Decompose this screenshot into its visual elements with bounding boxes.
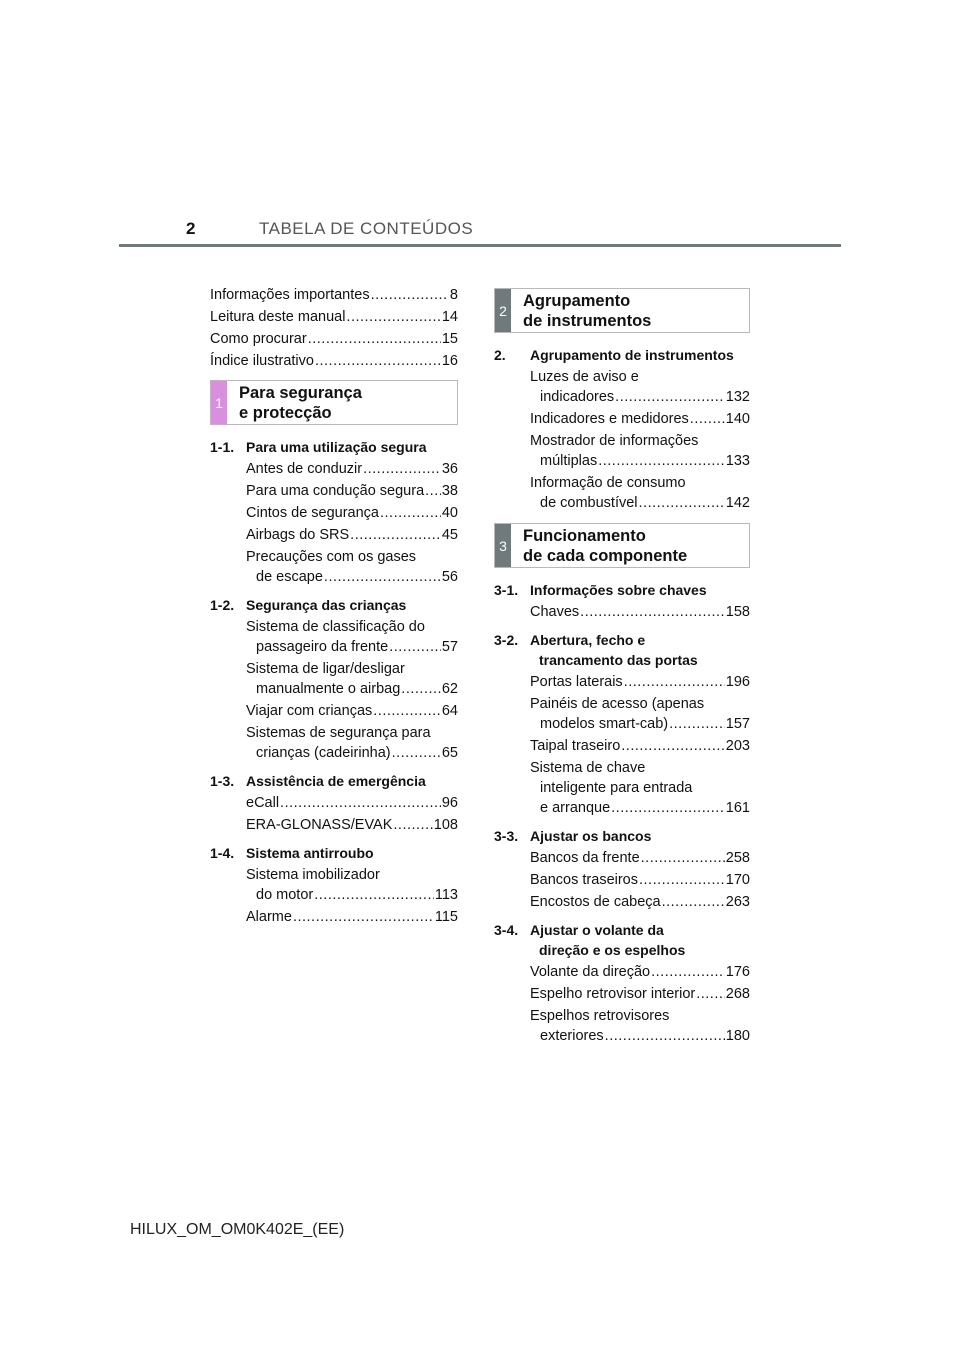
entry-title: múltiplas bbox=[540, 453, 598, 469]
chapter-3 bbox=[494, 523, 750, 1046]
section-title bbox=[530, 345, 750, 365]
intro-list bbox=[210, 285, 458, 371]
toc-item[interactable] bbox=[530, 672, 750, 692]
section-heading[interactable] bbox=[210, 843, 458, 863]
toc-entry[interactable] bbox=[530, 451, 750, 471]
entry-title: Encostos de cabeça bbox=[530, 894, 661, 910]
toc-item[interactable] bbox=[246, 701, 458, 721]
toc-entry[interactable] bbox=[530, 672, 750, 692]
section-items bbox=[494, 848, 750, 912]
dot-leader bbox=[651, 962, 725, 982]
toc-item[interactable] bbox=[530, 694, 750, 734]
dot-leader bbox=[401, 679, 441, 699]
section-number: 3-2. bbox=[494, 632, 519, 648]
entry-title: Índice ilustrativo bbox=[210, 353, 314, 369]
entry-page: 15 bbox=[441, 331, 458, 347]
section-title bbox=[530, 580, 750, 600]
section-items bbox=[210, 793, 458, 835]
section-title-line: Segurança das crianças bbox=[246, 597, 407, 613]
section-title-line: Sistema antirroubo bbox=[246, 845, 374, 861]
toc-item[interactable] bbox=[246, 907, 458, 927]
toc-item[interactable] bbox=[530, 602, 750, 622]
toc-entry[interactable] bbox=[246, 907, 458, 927]
toc-entry[interactable] bbox=[246, 679, 458, 699]
toc-entry[interactable] bbox=[246, 637, 458, 657]
entry-title: Leitura deste manual bbox=[210, 309, 346, 325]
toc-item[interactable] bbox=[246, 525, 458, 545]
chapter-tab[interactable] bbox=[494, 288, 750, 333]
toc-item[interactable] bbox=[530, 736, 750, 756]
entry-title: Taipal traseiro bbox=[530, 738, 621, 754]
entry-title-line: Informação de consumo bbox=[530, 475, 686, 491]
entry-title: Portas laterais bbox=[530, 674, 623, 690]
toc-item[interactable] bbox=[246, 865, 458, 905]
section-title bbox=[246, 843, 458, 863]
toc-item[interactable] bbox=[530, 848, 750, 868]
entry-page: 113 bbox=[434, 887, 458, 903]
entry-title-line: Espelhos retrovisores bbox=[530, 1008, 670, 1024]
toc-entry[interactable] bbox=[210, 285, 458, 305]
entry-title: passageiro da frente bbox=[256, 639, 389, 655]
entry-title: indicadores bbox=[540, 389, 615, 405]
section-heading[interactable] bbox=[210, 437, 458, 457]
section-items bbox=[494, 672, 750, 818]
document-code: HILUX_OM_OM0K402E_(EE) bbox=[130, 1221, 345, 1238]
toc-entry[interactable] bbox=[530, 493, 750, 513]
entry-page: 40 bbox=[441, 505, 458, 521]
entry-page: 62 bbox=[441, 681, 458, 697]
entry-title: Antes de conduzir bbox=[246, 461, 363, 477]
chapter-number: 2 bbox=[495, 289, 511, 332]
entry-title: Airbags do SRS bbox=[246, 527, 350, 543]
entry-title: Como procurar bbox=[210, 331, 307, 347]
toc-item[interactable] bbox=[246, 793, 458, 813]
section-number: 1-2. bbox=[210, 597, 235, 613]
entry-page: 16 bbox=[441, 353, 458, 369]
toc-entry[interactable] bbox=[530, 984, 750, 1004]
entry-title: do motor bbox=[256, 887, 314, 903]
dot-leader bbox=[350, 525, 441, 545]
dot-leader bbox=[611, 798, 725, 818]
section-number: 1-4. bbox=[210, 845, 235, 861]
chapter-title-line: de cada componente bbox=[523, 547, 688, 565]
toc-entry[interactable] bbox=[530, 870, 750, 890]
entry-title-line: Precauções com os gases bbox=[246, 549, 417, 565]
dot-leader bbox=[598, 451, 725, 471]
dot-leader bbox=[373, 701, 441, 721]
entry-title-line: Sistema de ligar/desligar bbox=[246, 661, 405, 677]
entry-page: 176 bbox=[725, 964, 750, 980]
toc-entry[interactable] bbox=[530, 714, 750, 734]
section-title-line: Para uma utilização segura bbox=[246, 439, 427, 455]
entry-title-line: Sistema imobilizador bbox=[246, 867, 380, 883]
section-title-line: Assistência de emergência bbox=[246, 773, 426, 789]
entry-page: 57 bbox=[441, 639, 458, 655]
toc-entry[interactable] bbox=[530, 798, 750, 818]
dot-leader bbox=[314, 885, 434, 905]
dot-leader bbox=[363, 459, 441, 479]
chapter-sections bbox=[494, 345, 750, 513]
chapter-2 bbox=[494, 288, 750, 513]
entry-title: Bancos traseiros bbox=[530, 872, 638, 888]
section-title bbox=[530, 630, 750, 670]
toc-item[interactable] bbox=[246, 481, 458, 501]
toc-item[interactable] bbox=[246, 459, 458, 479]
toc-entry[interactable] bbox=[246, 481, 458, 501]
toc-item[interactable] bbox=[530, 984, 750, 1004]
dot-leader bbox=[615, 387, 725, 407]
entry-page: 36 bbox=[441, 461, 458, 477]
toc-entry[interactable] bbox=[246, 567, 458, 587]
toc-entry[interactable] bbox=[530, 387, 750, 407]
dot-leader bbox=[662, 892, 725, 912]
toc-entry[interactable] bbox=[246, 701, 458, 721]
toc-entry[interactable] bbox=[246, 525, 458, 545]
entry-title: Alarme bbox=[246, 909, 292, 925]
entry-title: e arranque bbox=[540, 800, 611, 816]
section-items bbox=[494, 962, 750, 1046]
chapter-title bbox=[227, 381, 362, 424]
entry-title: Bancos da frente bbox=[530, 850, 640, 866]
dot-leader bbox=[639, 870, 725, 890]
toc-item[interactable] bbox=[246, 723, 458, 763]
section-items bbox=[494, 367, 750, 513]
section-number: 3-4. bbox=[494, 922, 519, 938]
dot-leader bbox=[580, 602, 725, 622]
chapter-title-line: Agrupamento bbox=[523, 292, 631, 310]
toc-entry[interactable] bbox=[530, 1026, 750, 1046]
toc-entry[interactable] bbox=[210, 351, 458, 371]
dot-leader bbox=[380, 503, 441, 523]
section-title bbox=[246, 595, 458, 615]
toc-entry[interactable] bbox=[530, 736, 750, 756]
section-title-line: Abertura, fecho e bbox=[530, 632, 646, 648]
dot-leader bbox=[392, 743, 441, 763]
toc-entry[interactable] bbox=[246, 793, 458, 813]
entry-page: 196 bbox=[725, 674, 750, 690]
toc-entry[interactable] bbox=[210, 307, 458, 327]
dot-leader bbox=[605, 1026, 725, 1046]
entry-page: 108 bbox=[433, 817, 458, 833]
entry-page: 161 bbox=[725, 800, 750, 816]
dot-leader bbox=[669, 714, 725, 734]
toc-item[interactable] bbox=[530, 870, 750, 890]
toc-item[interactable] bbox=[530, 409, 750, 429]
chapter-sections bbox=[494, 580, 750, 1046]
section-title bbox=[530, 920, 750, 960]
entry-page: 170 bbox=[725, 872, 750, 888]
section-title-line: direção e os espelhos bbox=[539, 942, 686, 958]
section-number: 1-1. bbox=[210, 439, 235, 455]
dot-leader bbox=[389, 637, 441, 657]
chapter-1 bbox=[210, 380, 458, 927]
entry-page: 96 bbox=[441, 795, 458, 811]
entry-title-line: Mostrador de informações bbox=[530, 433, 699, 449]
section-items bbox=[210, 459, 458, 587]
entry-page: 133 bbox=[725, 453, 750, 469]
entry-title-line: Luzes de aviso e bbox=[530, 369, 639, 385]
section-number: 2. bbox=[494, 347, 506, 363]
section-number: 3-1. bbox=[494, 582, 519, 598]
section-heading[interactable] bbox=[494, 580, 750, 600]
entry-page: 158 bbox=[725, 604, 750, 620]
toc-item[interactable] bbox=[246, 547, 458, 587]
toc-entry[interactable] bbox=[246, 503, 458, 523]
section-title-line: Agrupamento de instrumentos bbox=[530, 347, 734, 363]
chapter-number: 1 bbox=[211, 381, 227, 424]
dot-leader bbox=[315, 351, 441, 371]
entry-page: 38 bbox=[441, 483, 458, 499]
chapter-sections bbox=[210, 437, 458, 927]
dot-leader bbox=[425, 481, 441, 501]
section-heading[interactable] bbox=[210, 771, 458, 791]
section-items bbox=[210, 865, 458, 927]
entry-title: crianças (cadeirinha) bbox=[256, 745, 391, 761]
section-heading[interactable] bbox=[494, 630, 750, 670]
section-items bbox=[210, 617, 458, 763]
dot-leader bbox=[393, 815, 432, 835]
entry-title: exteriores bbox=[540, 1028, 604, 1044]
entry-title: de combustível bbox=[540, 495, 638, 511]
dot-leader bbox=[639, 493, 725, 513]
toc-entry[interactable] bbox=[530, 892, 750, 912]
entry-title: Volante da direção bbox=[530, 964, 651, 980]
entry-title-line: Sistema de chave bbox=[530, 760, 646, 776]
section-heading[interactable] bbox=[210, 595, 458, 615]
entry-page: 263 bbox=[725, 894, 750, 910]
entry-page: 180 bbox=[725, 1028, 750, 1044]
entry-page: 45 bbox=[441, 527, 458, 543]
toc-item[interactable] bbox=[530, 367, 750, 407]
dot-leader bbox=[696, 984, 725, 1004]
toc-entry[interactable] bbox=[210, 329, 458, 349]
chapter-title-line: Para segurança bbox=[239, 384, 362, 402]
chapter-number: 3 bbox=[495, 524, 511, 567]
toc-entry[interactable] bbox=[530, 962, 750, 982]
toc-entry[interactable] bbox=[530, 848, 750, 868]
toc-item[interactable] bbox=[246, 503, 458, 523]
section-items bbox=[494, 602, 750, 622]
section-heading[interactable] bbox=[494, 826, 750, 846]
chapter-title bbox=[511, 289, 651, 332]
entry-page: 203 bbox=[725, 738, 750, 754]
entry-title: Para uma condução segura bbox=[246, 483, 425, 499]
entry-page: 132 bbox=[725, 389, 750, 405]
dot-leader bbox=[293, 907, 434, 927]
entry-page: 56 bbox=[441, 569, 458, 585]
toc-item[interactable] bbox=[246, 659, 458, 699]
entry-title: Chaves bbox=[530, 604, 580, 620]
section-title-line: Ajustar o volante da bbox=[530, 922, 664, 938]
section-title-line: Ajustar os bancos bbox=[530, 828, 652, 844]
dot-leader bbox=[371, 285, 449, 305]
toc-right-column bbox=[494, 288, 750, 1048]
section-title bbox=[246, 771, 458, 791]
entry-page: 8 bbox=[449, 287, 458, 303]
entry-title: manualmente o airbag bbox=[256, 681, 401, 697]
entry-title-line: Sistemas de segurança para bbox=[246, 725, 431, 741]
toc-item[interactable] bbox=[530, 431, 750, 471]
entry-title: Viajar com crianças bbox=[246, 703, 373, 719]
entry-title: Informações importantes bbox=[210, 287, 370, 303]
toc-item[interactable] bbox=[246, 815, 458, 835]
entry-title: eCall bbox=[246, 795, 280, 811]
header-rule bbox=[119, 244, 841, 247]
entry-page: 64 bbox=[441, 703, 458, 719]
entry-page: 258 bbox=[725, 850, 750, 866]
chapter-title bbox=[511, 524, 687, 567]
chapter-title-line: de instrumentos bbox=[523, 312, 652, 330]
entry-page: 142 bbox=[725, 495, 750, 511]
dot-leader bbox=[641, 848, 725, 868]
chapter-title-line: Funcionamento bbox=[523, 527, 646, 545]
toc-entry[interactable] bbox=[246, 815, 458, 835]
header-title: TABELA DE CONTEÚDOS bbox=[259, 219, 474, 238]
entry-page: 157 bbox=[725, 716, 750, 732]
entry-page: 65 bbox=[441, 745, 458, 761]
page-number: 2 bbox=[186, 219, 196, 238]
dot-leader bbox=[280, 793, 441, 813]
toc-entry[interactable] bbox=[246, 885, 458, 905]
section-number: 3-3. bbox=[494, 828, 519, 844]
dot-leader bbox=[346, 307, 440, 327]
entry-title: Espelho retrovisor interior bbox=[530, 986, 696, 1002]
toc-left-column bbox=[210, 285, 458, 929]
entry-title-line: inteligente para entrada bbox=[540, 780, 693, 796]
section-number: 1-3. bbox=[210, 773, 235, 789]
section-title-line: Informações sobre chaves bbox=[530, 582, 707, 598]
section-title bbox=[530, 826, 750, 846]
entry-page: 140 bbox=[725, 411, 750, 427]
chapter-tab[interactable] bbox=[494, 523, 750, 568]
dot-leader bbox=[621, 736, 725, 756]
entry-title: Cintos de segurança bbox=[246, 505, 379, 521]
toc-item[interactable] bbox=[530, 758, 750, 818]
dot-leader bbox=[308, 329, 441, 349]
toc-item[interactable] bbox=[530, 1006, 750, 1046]
toc-item[interactable] bbox=[246, 617, 458, 657]
entry-title-line: Painéis de acesso (apenas bbox=[530, 696, 705, 712]
entry-title: Indicadores e medidores bbox=[530, 411, 689, 427]
section-heading[interactable] bbox=[494, 920, 750, 960]
dot-leader bbox=[690, 409, 725, 429]
entry-page: 268 bbox=[725, 986, 750, 1002]
entry-title-line: Sistema de classificação do bbox=[246, 619, 425, 635]
toc-entry[interactable] bbox=[530, 409, 750, 429]
chapter-tab[interactable] bbox=[210, 380, 458, 425]
toc-entry[interactable] bbox=[246, 459, 458, 479]
section-title bbox=[246, 437, 458, 457]
toc-item[interactable] bbox=[530, 473, 750, 513]
entry-page: 14 bbox=[441, 309, 458, 325]
entry-page: 115 bbox=[434, 909, 458, 925]
toc-entry[interactable] bbox=[246, 743, 458, 763]
toc-entry[interactable] bbox=[530, 602, 750, 622]
dot-leader bbox=[624, 672, 725, 692]
toc-item[interactable] bbox=[530, 892, 750, 912]
entry-title: de escape bbox=[256, 569, 323, 585]
section-heading[interactable] bbox=[494, 345, 750, 365]
toc-item[interactable] bbox=[530, 962, 750, 982]
chapter-title-line: e protecção bbox=[239, 404, 332, 422]
section-title-line: trancamento das portas bbox=[539, 652, 698, 668]
dot-leader bbox=[324, 567, 441, 587]
entry-title: ERA-GLONASS/EVAK bbox=[246, 817, 393, 833]
entry-title: modelos smart-cab) bbox=[540, 716, 669, 732]
